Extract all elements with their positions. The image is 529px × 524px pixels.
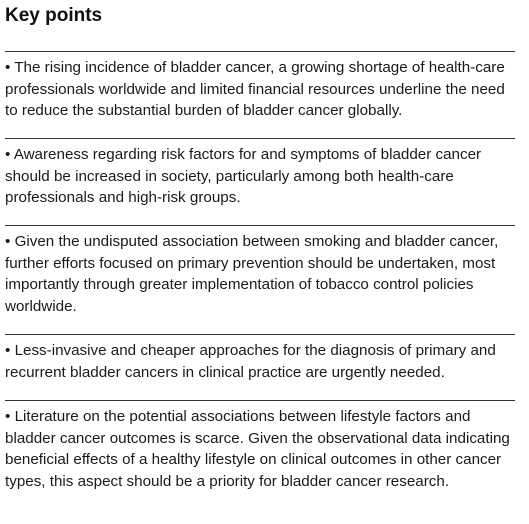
key-points-title: Key points	[5, 5, 103, 26]
key-point-item	[5, 51, 515, 120]
key-point-item	[5, 138, 515, 207]
key-points-list	[5, 51, 515, 509]
key-point-text: The rising incidence of bladder cancer, a growing shortage of health-care professionals worldwide and limited financial resources underline the need to reduce the substantial burden of bladder cancer globally.	[5, 59, 505, 120]
key-point-text: Literature on the potential associations between lifestyle factors and bladder cancer outcomes is scarce. Given the observational data indicating beneficial effects of a healthy lifestyle on clinical outcomes in other cancer types, this aspect should be a priority for bladder cancer research.	[5, 408, 510, 490]
key-point-item	[5, 225, 515, 315]
key-points-box	[5, 0, 515, 509]
key-point-text: Given the undisputed association between smoking and bladder cancer, further efforts focused on primary prevention should be undertaken, most importantly through greater implementation of tobacco control policies worldwide.	[5, 233, 499, 315]
key-point-text: Less-invasive and cheaper approaches for the diagnosis of primary and recurrent bladder cancers in clinical practice are urgently needed.	[5, 342, 496, 381]
bullet-icon: •	[5, 59, 11, 76]
bullet-icon: •	[5, 342, 11, 359]
key-point-text: Awareness regarding risk factors for and symptoms of bladder cancer should be increased in society, particularly among both health-care professionals and high-risk groups.	[5, 146, 482, 207]
key-point-item	[5, 334, 515, 381]
bullet-icon: •	[5, 408, 11, 425]
bullet-icon: •	[5, 233, 11, 250]
key-point-item	[5, 400, 515, 509]
bullet-icon: •	[5, 146, 11, 163]
